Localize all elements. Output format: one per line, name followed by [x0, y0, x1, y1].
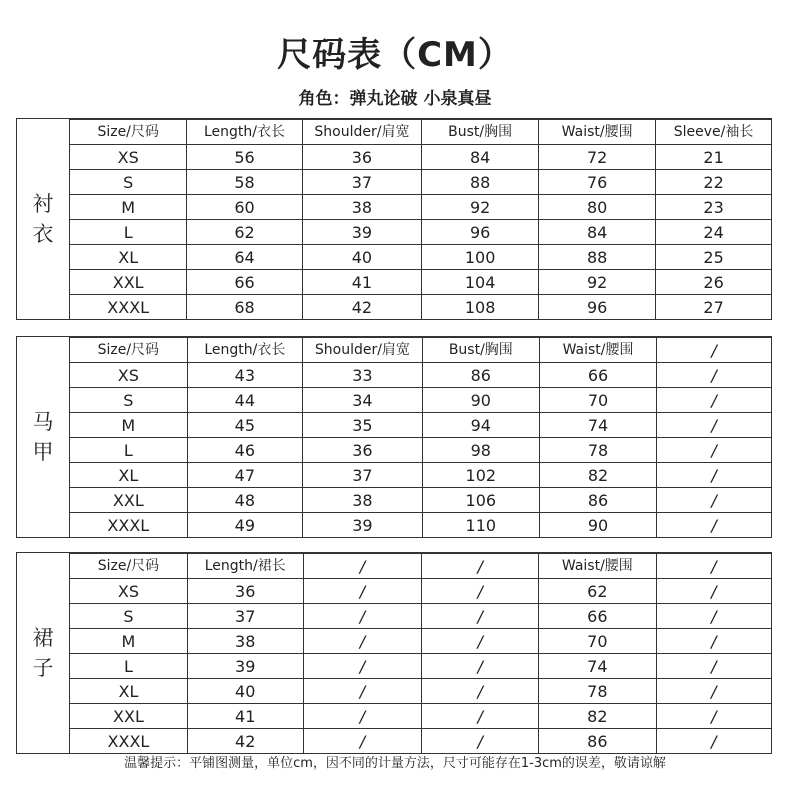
table-cell: 40	[187, 679, 303, 704]
table-cell: 42	[187, 729, 303, 754]
table-cell: 90	[422, 388, 539, 413]
table-cell: /	[656, 579, 771, 604]
table-cell: 80	[539, 195, 656, 220]
table-cell: 38	[187, 629, 303, 654]
table-cell: 40	[302, 245, 422, 270]
garment-category-label	[17, 337, 70, 537]
table-cell: S	[70, 388, 187, 413]
table-cell: 88	[422, 170, 539, 195]
table-cell: 27	[656, 295, 771, 320]
column-header: Size/尺码	[70, 554, 187, 579]
table-cell: 41	[187, 704, 303, 729]
table-cell: /	[657, 363, 771, 388]
table-cell: 84	[539, 220, 656, 245]
table-cell: /	[656, 654, 771, 679]
table-cell: 37	[302, 170, 422, 195]
table-cell: /	[303, 579, 422, 604]
table-row	[70, 413, 771, 438]
table-cell: /	[303, 679, 422, 704]
table-cell: 58	[187, 170, 302, 195]
table-cell: 66	[539, 604, 657, 629]
column-header: Waist/腰围	[539, 120, 656, 145]
table-row	[70, 145, 771, 170]
column-header: Waist/腰围	[539, 554, 657, 579]
table-cell: 38	[302, 195, 422, 220]
table-cell: 104	[422, 270, 539, 295]
table-header-row	[70, 338, 771, 363]
table-cell: XXL	[70, 270, 187, 295]
table-cell: 92	[539, 270, 656, 295]
table-cell: 36	[187, 579, 303, 604]
table-cell: 38	[303, 488, 423, 513]
table-cell: /	[422, 579, 539, 604]
table-cell: 70	[539, 388, 656, 413]
table-cell: 24	[656, 220, 771, 245]
table-cell: 44	[187, 388, 302, 413]
table-cell: 74	[539, 413, 656, 438]
table-cell: 108	[422, 295, 539, 320]
table-cell: 88	[539, 245, 656, 270]
column-header: /	[422, 554, 539, 579]
table-cell: 82	[539, 704, 657, 729]
table-cell: /	[656, 679, 771, 704]
table-cell: 36	[302, 145, 422, 170]
table-cell: 62	[187, 220, 302, 245]
table-cell: XL	[70, 245, 187, 270]
table-row	[70, 488, 771, 513]
table-cell: /	[657, 513, 771, 538]
table-cell: /	[422, 629, 539, 654]
table-row	[70, 579, 771, 604]
table-cell: /	[657, 413, 771, 438]
garment-category-label	[17, 119, 70, 319]
size-table	[70, 337, 771, 537]
column-header: Shoulder/肩宽	[302, 120, 422, 145]
table-cell: 70	[539, 629, 657, 654]
column-header: Length/裙长	[187, 554, 303, 579]
table-cell: /	[422, 729, 539, 754]
column-header: Waist/腰围	[539, 338, 656, 363]
table-cell: 82	[539, 463, 656, 488]
table-cell: 86	[539, 488, 656, 513]
table-cell: M	[70, 195, 187, 220]
table-cell: 33	[303, 363, 423, 388]
category-char: 衬	[32, 192, 54, 216]
table-cell: 36	[303, 438, 423, 463]
table-cell: 60	[187, 195, 302, 220]
table-cell: 72	[539, 145, 656, 170]
table-cell: 98	[422, 438, 539, 463]
table-cell: L	[70, 220, 187, 245]
table-cell: 66	[539, 363, 656, 388]
table-cell: /	[303, 629, 422, 654]
table-cell: /	[303, 704, 422, 729]
table-cell: XS	[70, 145, 187, 170]
table-cell: 96	[422, 220, 539, 245]
table-cell: 102	[422, 463, 539, 488]
table-cell: XL	[70, 463, 187, 488]
table-cell: /	[656, 729, 771, 754]
category-char: 甲	[32, 440, 54, 464]
table-cell: 21	[656, 145, 771, 170]
table-row	[70, 438, 771, 463]
table-cell: 90	[539, 513, 656, 538]
garment-category-label	[17, 553, 70, 753]
table-cell: 34	[303, 388, 423, 413]
table-row	[70, 729, 771, 754]
table-cell: S	[70, 170, 187, 195]
column-header: Size/尺码	[70, 338, 187, 363]
table-row	[70, 679, 771, 704]
table-cell: 94	[422, 413, 539, 438]
category-char: 衣	[32, 222, 54, 246]
measurement-note: 温馨提示：平铺图测量，单位cm，因不同的计量方法，尺寸可能存在1-3cm的误差，敬请谅解	[124, 756, 666, 771]
table-row	[70, 295, 771, 320]
table-row	[70, 195, 771, 220]
table-cell: XXL	[70, 488, 187, 513]
table-cell: 78	[539, 438, 656, 463]
table-cell: /	[657, 438, 771, 463]
table-cell: M	[70, 413, 187, 438]
table-cell: L	[70, 438, 187, 463]
table-cell: XS	[70, 579, 187, 604]
table-cell: XXL	[70, 704, 187, 729]
table-cell: /	[422, 679, 539, 704]
table-cell: 49	[187, 513, 302, 538]
table-row	[70, 463, 771, 488]
table-cell: 78	[539, 679, 657, 704]
table-cell: 62	[539, 579, 657, 604]
table-cell: /	[303, 604, 422, 629]
table-cell: /	[303, 654, 422, 679]
table-cell: XXXL	[70, 513, 187, 538]
category-char: 子	[32, 656, 54, 680]
table-cell: 74	[539, 654, 657, 679]
table-row	[70, 704, 771, 729]
table-row	[70, 513, 771, 538]
column-header: Bust/胸围	[422, 338, 539, 363]
table-cell: 39	[187, 654, 303, 679]
table-cell: 100	[422, 245, 539, 270]
table-cell: XXXL	[70, 295, 187, 320]
column-header: Size/尺码	[70, 120, 187, 145]
table-cell: /	[656, 704, 771, 729]
table-row	[70, 629, 771, 654]
table-cell: 64	[187, 245, 302, 270]
table-cell: 41	[302, 270, 422, 295]
column-header: /	[656, 554, 771, 579]
column-header: Sleeve/袖长	[656, 120, 771, 145]
table-row	[70, 604, 771, 629]
table-cell: 35	[303, 413, 423, 438]
table-cell: 48	[187, 488, 302, 513]
table-cell: XS	[70, 363, 187, 388]
table-cell: 76	[539, 170, 656, 195]
table-row	[70, 363, 771, 388]
table-cell: /	[656, 604, 771, 629]
table-cell: 46	[187, 438, 302, 463]
column-header: /	[657, 338, 771, 363]
category-char: 裙	[32, 626, 54, 650]
table-cell: 39	[302, 220, 422, 245]
table-cell: /	[422, 704, 539, 729]
table-cell: M	[70, 629, 187, 654]
column-header: Length/衣长	[187, 338, 302, 363]
table-cell: /	[656, 629, 771, 654]
table-cell: /	[422, 654, 539, 679]
column-header: Shoulder/肩宽	[303, 338, 423, 363]
table-cell: XXXL	[70, 729, 187, 754]
table-row	[70, 388, 771, 413]
table-cell: /	[657, 463, 771, 488]
table-cell: 86	[539, 729, 657, 754]
table-cell: 45	[187, 413, 302, 438]
table-cell: /	[303, 729, 422, 754]
column-header: Length/衣长	[187, 120, 302, 145]
table-cell: 25	[656, 245, 771, 270]
table-row	[70, 220, 771, 245]
table-cell: XL	[70, 679, 187, 704]
table-cell: 39	[303, 513, 423, 538]
table-row	[70, 270, 771, 295]
size-table	[70, 119, 771, 319]
table-cell: /	[657, 488, 771, 513]
table-cell: 42	[302, 295, 422, 320]
size-table-section	[16, 336, 772, 538]
table-cell: 92	[422, 195, 539, 220]
table-cell: 84	[422, 145, 539, 170]
table-cell: 23	[656, 195, 771, 220]
table-cell: 47	[187, 463, 302, 488]
size-table-section	[16, 552, 772, 754]
table-cell: /	[422, 604, 539, 629]
table-header-row	[70, 120, 771, 145]
table-cell: 37	[187, 604, 303, 629]
table-row	[70, 245, 771, 270]
table-cell: 56	[187, 145, 302, 170]
column-header: /	[303, 554, 422, 579]
table-cell: 37	[303, 463, 423, 488]
table-cell: 96	[539, 295, 656, 320]
table-header-row	[70, 554, 771, 579]
table-cell: 106	[422, 488, 539, 513]
table-cell: 22	[656, 170, 771, 195]
table-cell: S	[70, 604, 187, 629]
column-header: Bust/胸围	[422, 120, 539, 145]
page-title: 尺码表（CM）	[277, 35, 513, 75]
table-row	[70, 654, 771, 679]
table-cell: 68	[187, 295, 302, 320]
table-cell: /	[657, 388, 771, 413]
table-row	[70, 170, 771, 195]
table-cell: L	[70, 654, 187, 679]
table-cell: 26	[656, 270, 771, 295]
size-table	[70, 553, 771, 753]
table-cell: 66	[187, 270, 302, 295]
table-cell: 43	[187, 363, 302, 388]
table-cell: 86	[422, 363, 539, 388]
category-char: 马	[32, 410, 54, 434]
table-cell: 110	[422, 513, 539, 538]
character-subtitle: 角色：弹丸论破 小泉真昼	[298, 89, 492, 109]
size-table-section	[16, 118, 772, 320]
